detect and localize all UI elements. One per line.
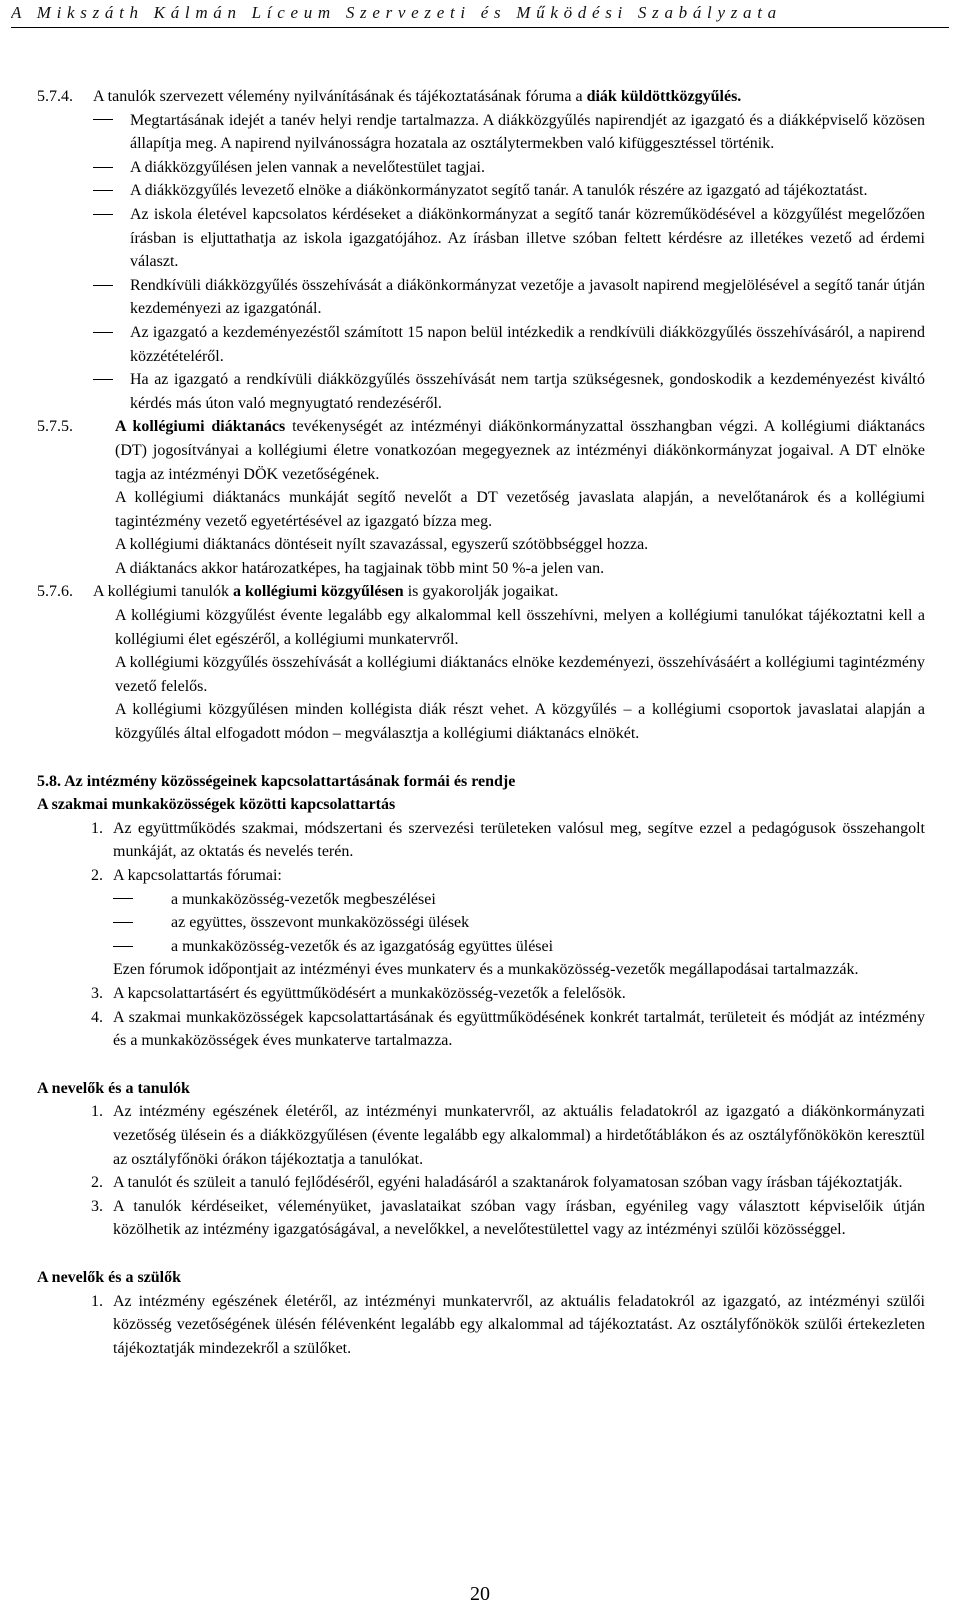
paragraph: A kollégiumi diáktanács munkáját segítő nevelőt a DT vezetőség javaslata alapján, a nevelőtanárok és a kollégiumi tagintézmény vezető egyetértésével az igazgató bízza meg. bbox=[115, 489, 925, 530]
section-5-8-title: 5.8. Az intézmény közösségeinek kapcsolattartásának formái és rendje bbox=[37, 772, 516, 790]
paragraph: A kollégiumi közgyűlést évente legalább egy alkalommal kell összehívni, melyen a kollégiumi tanulókat tájékoztatni kell a kollégiumi élet egészéről, a kollégiumi munkatervről. bbox=[115, 607, 925, 648]
bold-term: diák küldöttközgyűlés. bbox=[586, 88, 742, 105]
section-number: 5.7.4. bbox=[37, 88, 73, 105]
item-number: 1. bbox=[91, 1103, 103, 1121]
header-rule bbox=[11, 27, 949, 28]
list-item: Rendkívüli diákközgyűlés összehívását a diákönkormányzat vezetője a javasolt napirend megjelölésével a segítő tanár útján kezdeményezi az igazgatónál. bbox=[93, 274, 925, 321]
page-number: 20 bbox=[470, 1583, 490, 1605]
list-item: a munkaközösség-vezetők és az igazgatóság együttes ülései bbox=[113, 935, 925, 959]
subsection-title: A nevelők és a tanulók bbox=[37, 1079, 190, 1097]
dash-bullet-icon bbox=[93, 179, 130, 203]
section-number: 5.7.5. bbox=[37, 418, 73, 436]
subsection-title: A nevelők és a szülők bbox=[37, 1268, 182, 1286]
list-item: Megtartásának idejét a tanév helyi rendje tartalmazza. A diákközgyűlés napirendjét az igazgató és a diákképviselő közösen állapítja meg. A napirend nyilvánosságra hozatala az osztálytermekben való kifüggesztéssel történik. bbox=[93, 109, 925, 156]
dash-bullet-icon bbox=[113, 935, 171, 959]
list-item: 3. A tanulók kérdéseiket, véleményüket, javaslataikat szóban vagy írásban, egyénileg vagy választott képviselőik útján közölhetik az intézmény igazgatóságával, a nevelőkkel, a nevelőtestülettel vagy az intézményi szülői közösséggel. bbox=[37, 1195, 925, 1242]
item-number: 2. bbox=[91, 867, 103, 884]
document-body bbox=[37, 85, 925, 1360]
numbered-list bbox=[37, 817, 925, 888]
list-item: Az igazgató a kezdeményezéstől számított 15 napon belül intézkedik a rendkívüli diákközgyűlés összehívásáról, a napirend közzétételéről. bbox=[93, 321, 925, 368]
numbered-list bbox=[37, 982, 925, 1053]
dash-bullet-icon bbox=[93, 203, 130, 274]
section-5-7-6-heading bbox=[37, 580, 925, 604]
dash-bullet-icon bbox=[93, 368, 130, 415]
section-lead-paragraph: A kollégiumi diáktanács tevékenységét az intézményi diákönkormányzattal összhangban végzi. A kollégiumi diáktanács (DT) jogosítványai a kollégiumi életre vonatkozóan megegyeznek az intézményi diákönkormányzat jogaival. A DT elnöke tagja az intézményi DÖK vezetőségének. bbox=[115, 418, 925, 483]
paragraph: Ezen fórumok időpontjait az intézményi éves munkaterv és a munkaközösség-vezetők megállapodásai tartalmazzák. bbox=[113, 961, 859, 979]
section-number: 5.7.6. bbox=[37, 583, 73, 601]
list-item: a munkaközösség-vezetők megbeszélései bbox=[113, 888, 925, 912]
numbered-list bbox=[37, 1290, 925, 1361]
bold-term: A kollégiumi diáktanács bbox=[115, 418, 286, 436]
dash-bullet-icon bbox=[93, 156, 130, 180]
subsection-title: A szakmai munkaközösségek közötti kapcsolattartás bbox=[37, 796, 396, 814]
dash-bullet-icon bbox=[113, 911, 171, 935]
list-item: A diákközgyűlésen jelen vannak a nevelőtestület tagjai. bbox=[93, 156, 925, 180]
section-lead-paragraph: A kollégiumi tanulók a kollégiumi közgyűlésen is gyakorolják jogaikat. bbox=[93, 583, 559, 601]
item-number: 1. bbox=[91, 819, 103, 837]
dash-bullet-icon bbox=[93, 274, 130, 321]
list-item: az együttes, összevont munkaközösségi ülések bbox=[113, 911, 925, 935]
running-header: A Mikszáth Kálmán Líceum Szervezeti és Működési Szabályzata bbox=[11, 3, 782, 22]
list-item: A diákközgyűlés levezető elnöke a diákönkormányzatot segítő tanár. A tanulók részére az igazgató ad tájékoztatást. bbox=[93, 179, 925, 203]
item-number: 2. bbox=[91, 1174, 103, 1192]
list-item: 4. A szakmai munkaközösségek kapcsolattartásának és együttműködésének konkrét tartalmát, területeit és módját az intézmény és a munkaközösségek éves munkaterve tartalmazza. bbox=[37, 1006, 925, 1053]
paragraph: A kollégiumi közgyűlés összehívását a kollégiumi diáktanács elnöke kezdeményezi, összehívásáért a kollégiumi tagintézmény vezető felelős. bbox=[115, 654, 925, 695]
section-5-7-6-body bbox=[37, 604, 925, 746]
dash-bullet-icon bbox=[113, 888, 171, 912]
item-number: 3. bbox=[91, 984, 103, 1002]
paragraph: A kollégiumi közgyűlésen minden kollégista diák részt vehet. A közgyűlés – a kollégiumi csoportok javaslatai alapján a közgyűlés által elfogadott módon – megválasztja a kollégiumi diáktanács elnökét. bbox=[115, 701, 925, 743]
list-item: 1. Az intézmény egészének életéről, az intézményi munkatervről, az aktuális feladatokról az igazgató a diákönkormányzati vezetőség ülésein és a diákközgyűlésen (évente legalább egy alkalommal) a hirdetőtáblákon és az osztályfőnökökön keresztül az osztályfőnöki órákon tájékoztatja a tanulókat. bbox=[37, 1100, 925, 1171]
bold-term: a kollégiumi közgyűlésen bbox=[233, 583, 404, 601]
list-item: 1. Az intézmény egészének életéről, az intézményi munkatervről, az aktuális feladatokról az igazgató, az intézményi szülői közösség vezetőségének ülésén félévenként legalább egy alkalommal ad tájékoztatást. Az osztályfőnökök szülői értekezleten tájékoztatják mindezekről a szülőket. bbox=[37, 1290, 925, 1361]
numbered-list bbox=[37, 1100, 925, 1242]
diakkozgyules-rules-list bbox=[93, 109, 925, 416]
paragraph: A diáktanács akkor határozatképes, ha tagjainak több mint 50 %-a jelen van. bbox=[115, 559, 605, 577]
list-item: 2. A tanulót és szüleit a tanuló fejlődéséről, egyéni haladásáról a szaktanárok folyamatosan szóban vagy írásban tájékoztatják. bbox=[37, 1171, 925, 1195]
item-number: 3. bbox=[91, 1197, 103, 1215]
list-item: Az iskola életével kapcsolatos kérdéseket a diákönkormányzat a segítő tanár közreműködésével a közgyűlést megelőzően írásban is eljuttathatja az iskola igazgatójához. Az írásban illetve szóban feltett kérdésre az illetékes vezető ad érdemi választ. bbox=[93, 203, 925, 274]
section-5-7-4-heading bbox=[37, 85, 925, 109]
list-item: 1. Az együttműködés szakmai, módszertani és szervezési területeken valósul meg, segítve ezzel a pedagógusok összehangolt munkáját, az oktatás és nevelés terén. bbox=[37, 817, 925, 864]
dash-bullet-icon bbox=[93, 321, 130, 368]
list-item: 3. A kapcsolattartásért és együttműködésért a munkaközösség-vezetők a felelősök. bbox=[37, 982, 925, 1006]
paragraph: A kollégiumi diáktanács döntéseit nyílt szavazással, egyszerű szótöbbséggel hozza. bbox=[115, 536, 649, 554]
list-item: Ha az igazgató a rendkívüli diákközgyűlés összehívását nem tartja szükségesnek, gondoskodik a kezdeményezést kiváltó kérdés más úton való megnyugtató rendezéséről. bbox=[93, 368, 925, 415]
forum-list bbox=[113, 888, 925, 959]
item-number: 4. bbox=[91, 1008, 103, 1026]
section-intro: A tanulók szervezett vélemény nyilvánításának és tájékoztatásának fóruma a diák küldöttközgyűlés. bbox=[93, 88, 742, 105]
list-item: 2. A kapcsolattartás fórumai: bbox=[37, 864, 925, 888]
item-number: 1. bbox=[91, 1292, 103, 1310]
dash-bullet-icon bbox=[93, 109, 130, 156]
section-5-7-5 bbox=[37, 415, 925, 580]
